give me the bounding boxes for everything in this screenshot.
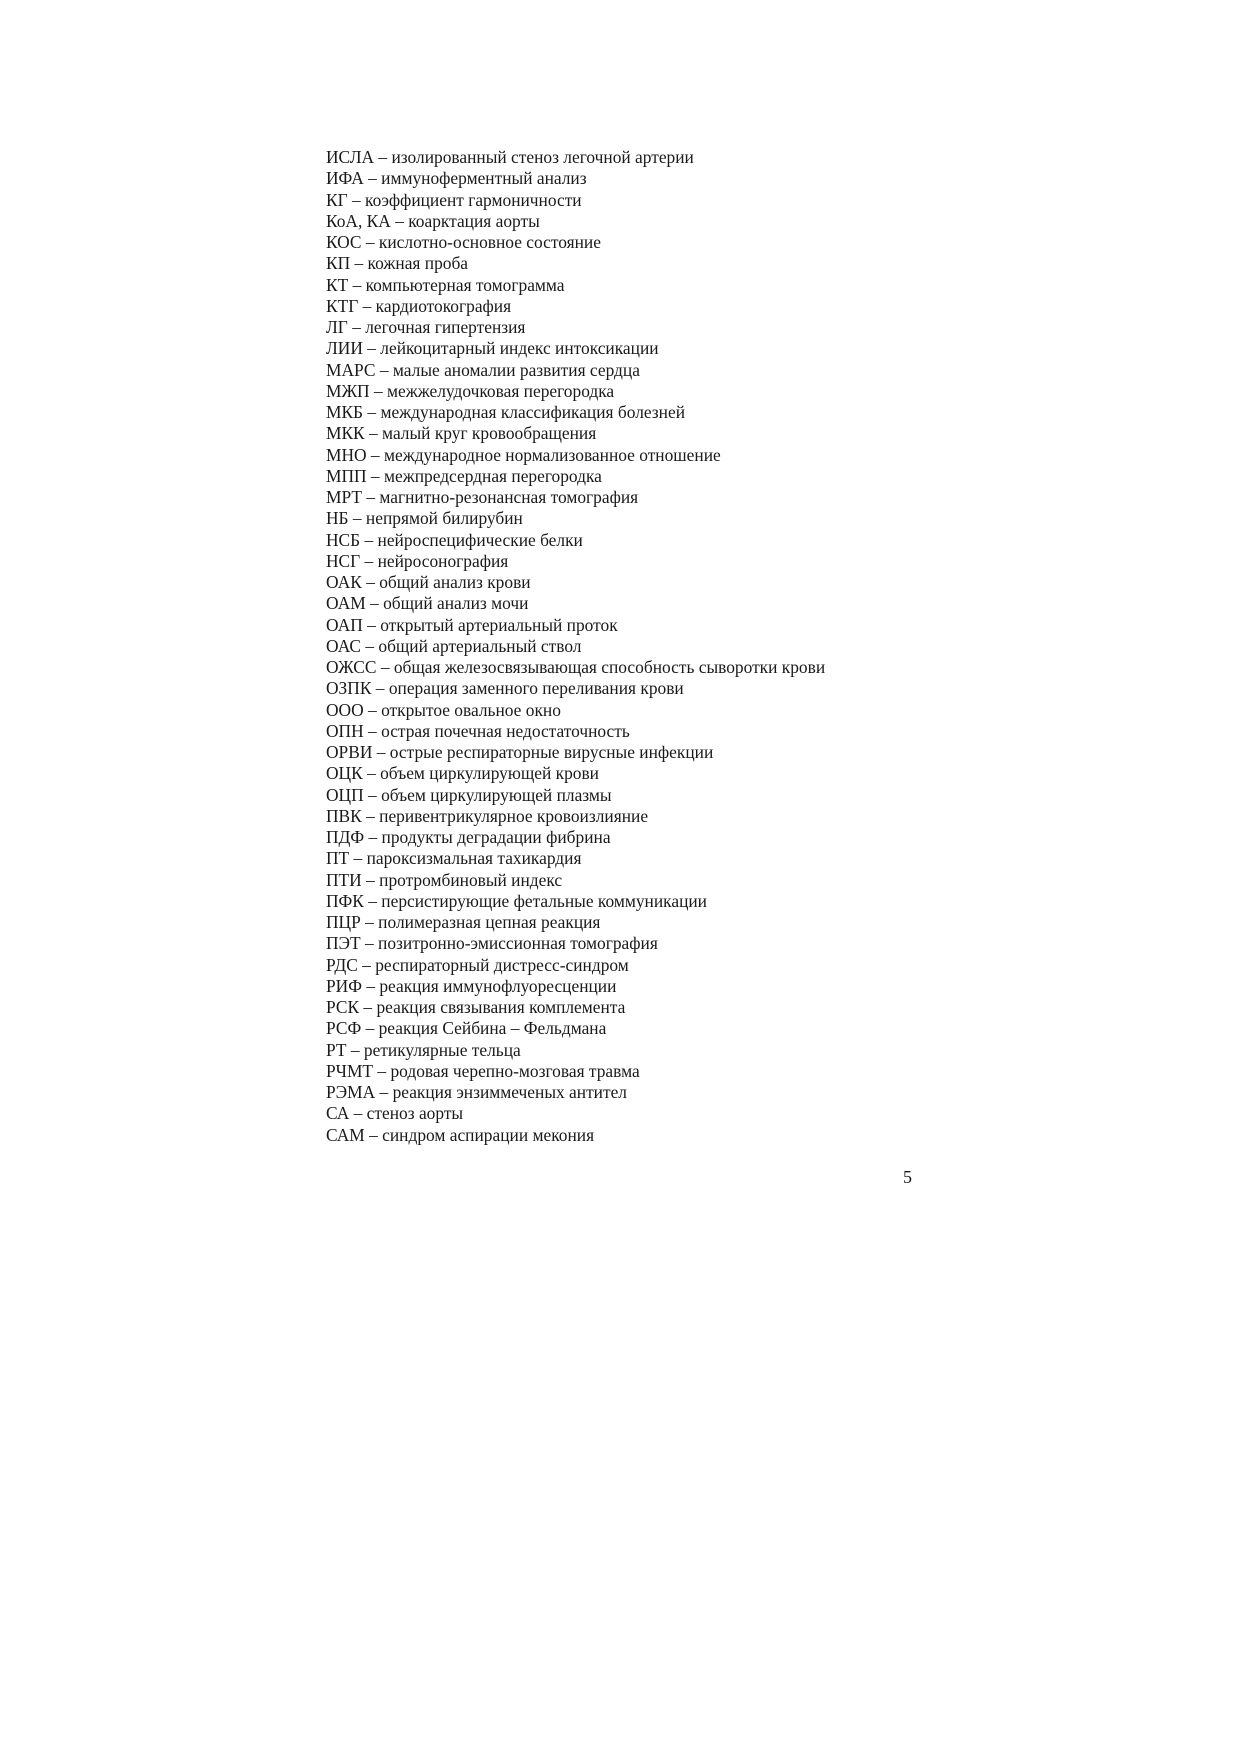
abbreviation-entry: ПТ – пароксизмальная тахикардия	[326, 848, 582, 869]
abbreviation-entry: ОЦК – объем циркулирующей крови	[326, 763, 599, 784]
abbreviation-entry: ОЦП – объем циркулирующей плазмы	[326, 784, 612, 805]
abbreviation-entry: ОЖСС – общая железосвязывающая способность сыворотки крови	[326, 657, 826, 677]
abbreviation-entry: РСК – реакция связывания комплемента	[326, 997, 626, 1017]
abbreviation-entry: КТ – компьютерная томограмма	[326, 274, 565, 295]
abbreviation-entry: ПВК – перивентрикулярное кровоизлияние	[326, 805, 649, 826]
abbreviation-entry: РТ – ретикулярные тельца	[326, 1039, 521, 1060]
abbreviation-entry: ОРВИ – острые респираторные вирусные инфекции	[326, 742, 714, 762]
abbreviation-list	[326, 147, 825, 1146]
abbreviation-entry: РДС – респираторный дистресс-синдром	[326, 954, 629, 975]
abbreviation-entry: МАРС – малые аномалии развития сердца	[326, 359, 640, 380]
abbreviation-entry: ПФК – персистирующие фетальные коммуникации	[326, 890, 707, 911]
abbreviation-entry: КП – кожная проба	[326, 253, 469, 274]
abbreviation-entry: ОАМ – общий анализ мочи	[326, 593, 529, 614]
abbreviation-entry: КоА, КА – коарктация аорты	[326, 210, 540, 231]
abbreviation-entry: КОС – кислотно-основное состояние	[326, 232, 601, 252]
abbreviation-entry: ПЭТ – позитронно-эмиссионная томография	[326, 933, 658, 954]
abbreviation-entry: ОЗПК – операция заменного переливания крови	[326, 678, 684, 699]
abbreviation-entry: МКБ – международная классификация болезней	[326, 402, 686, 422]
abbreviation-entry: НСБ – нейроспецифические белки	[326, 529, 583, 550]
abbreviation-entry: МНО – международное нормализованное отношение	[326, 444, 721, 465]
abbreviation-entry: ПТИ – протромбиновый индекс	[326, 869, 563, 890]
abbreviation-entry: КТГ – кардиотокография	[326, 295, 512, 316]
abbreviation-entry: РЧМТ – родовая черепно-мозговая травма	[326, 1060, 640, 1081]
abbreviation-entry: ОАС – общий артериальный ствол	[326, 635, 582, 656]
abbreviation-entry: ПДФ – продукты деградации фибрина	[326, 827, 611, 847]
abbreviation-entry: ОАК – общий анализ крови	[326, 572, 531, 592]
abbreviation-entry: МПП – межпредсердная перегородка	[326, 465, 602, 486]
abbreviation-entry: ОПН – острая почечная недостаточность	[326, 720, 630, 741]
abbreviation-entry: ИФА – иммуноферментный анализ	[326, 168, 587, 189]
abbreviation-entry: СА – стеноз аорты	[326, 1103, 464, 1124]
abbreviation-entry: МРТ – магнитно-резонансная томография	[326, 487, 639, 507]
abbreviation-entry: ИСЛА – изолированный стеноз легочной артерии	[326, 147, 694, 167]
abbreviation-entry: ПЦР – полимеразная цепная реакция	[326, 912, 601, 932]
abbreviation-entry: НСГ – нейросонография	[326, 550, 509, 571]
abbreviation-entry: РСФ – реакция Сейбина – Фельдмана	[326, 1018, 607, 1039]
abbreviation-entry: МКК – малый круг кровообращения	[326, 423, 597, 444]
abbreviation-entry: РЭМА – реакция энзиммеченых антител	[326, 1082, 627, 1102]
abbreviation-entry: РИФ – реакция иммунофлуоресценции	[326, 975, 617, 996]
page-number: 5	[903, 1167, 912, 1187]
abbreviation-entry: ООО – открытое овальное окно	[326, 699, 561, 720]
abbreviation-entry: ЛГ – легочная гипертензия	[326, 317, 526, 337]
abbreviation-entry: КГ – коэффициент гармоничности	[326, 189, 582, 210]
abbreviation-entry: МЖП – межжелудочковая перегородка	[326, 380, 615, 401]
abbreviation-entry: ОАП – открытый артериальный проток	[326, 614, 618, 635]
abbreviation-entry: ЛИИ – лейкоцитарный индекс интоксикации	[326, 338, 659, 359]
abbreviation-entry: САМ – синдром аспирации мекония	[326, 1124, 595, 1145]
abbreviation-entry: НБ – непрямой билирубин	[326, 508, 523, 529]
